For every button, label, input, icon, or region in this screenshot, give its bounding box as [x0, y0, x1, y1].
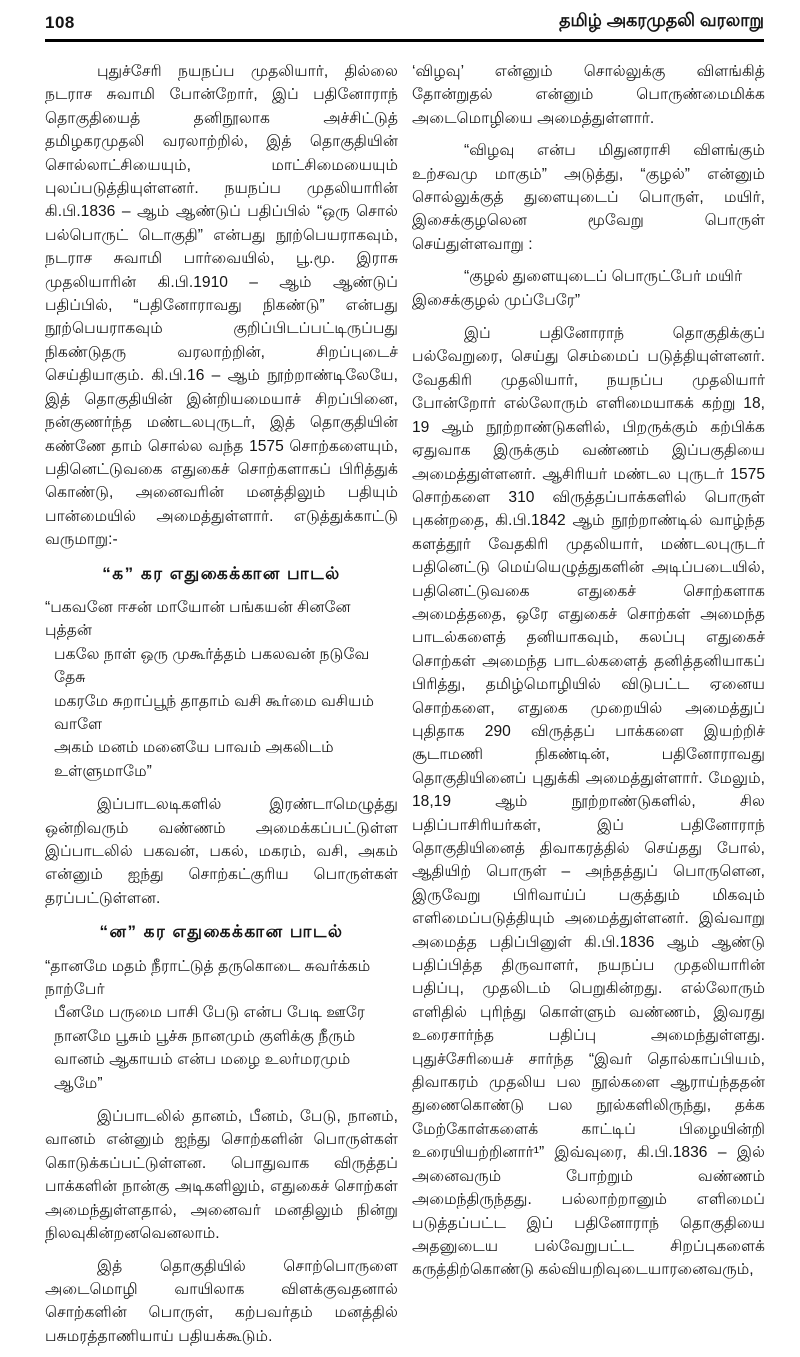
quoted-couplet	[412, 265, 765, 312]
verse-line: “பகவனே ஈசன் மாயோன் பங்கயன் சினனே புத்தன்	[45, 598, 351, 640]
verse-line: பகலே நாள் ஒரு முகூர்த்தம் பகலவன் நடுவே தேசு	[54, 645, 370, 687]
verse-line: இசைக்குழல் முப்பேரே”	[412, 291, 581, 309]
verse-line: மகரமே சுறாப்பூந் தாதாம் வசி கூர்மை வசியம் வாளே	[54, 692, 375, 733]
verse-line: நானமே பூசும் பூச்சு நானமும் குளிக்கு நீரும்	[54, 1027, 356, 1045]
verse-stanza	[45, 955, 398, 1095]
right-column	[412, 60, 765, 1357]
paragraph: புதுச்சேரி நயநப்ப முதலியார், தில்லை நடராச சுவாமி போன்றோர், இப் பதினோராந் தொகுதியைத் தனிநூலாக அச்சிட்டுத் தமிழகரமுதலி வரலாற்றில், இத் தொகுதியின் சொல்லாட்சியையும், மாட்சிமையையும் புலப்படுத்தியுள்ளனர். நயநப்ப முதலியாரின் கி.பி.1836 – ஆம் ஆண்டுப் பதிப்பில் “ஒரு சொல் பல்பொருட் டொகுதி” என்பது நூற்பெயராகவும், நடராச சுவாமி பார்வையில், பூ.மூ. இராசு முதலியாரின் கி.பி.1910 – ஆம் ஆண்டுப் பதிப்பில், “பதினோராவது நிகண்டு” என்பது நூற்பெயராகவும் குறிப்பிடப்பட்டிருப்பது நிகண்டுதரு வரலாற்றின், சிறப்புடைச் செய்தியாகும். கி.பி.16 – ஆம் நூற்றாண்டிலேயே, இத் தொகுதியின் இன்றியமையாச் சிறப்பினை, நன்குணர்ந்த மண்டலபுருடர், இத் தொகுதியின் கண்ணே தாம் சொல்ல வந்த 1575 சொற்களையும், பதினெட்டுவகை எதுகைச் சொற்களாகப் பிரித்துக் கொண்டு, அனைவரின் மனத்திலும் பதியும் பான்மையில் அமைத்துள்ளார். எடுத்துக்காட்டு வருமாறு:-	[45, 63, 398, 549]
paragraph: இப் பதினோராந் தொகுதிக்குப் பல்வேறுரை, செய்து செம்மைப் படுத்தியுள்ளனர். வேதகிரி முதலியார், நயநப்ப முதலியார் போன்றோர் எல்லோரும் எளிமையாகக் கற்று 18, 19 ஆம் நூற்றாண்டுகளில், பிறருக்கும் கற்பிக்க ஏதுவாக இருக்கும் வண்ணம் இப்பகுதியை அமைத்துள்ளனர். ஆசிரியர் மண்டல புருடர் 1575 சொற்களை 310 விருத்தப்பாக்களில் பொருள் புகன்றதை, கி.பி.1842 ஆம் நூற்றாண்டில் வாழ்ந்த களத்தூர் வேதகிரி முதலியார், மண்டலபுருடர் பதினெட்டு மெய்யெழுத்துகளின் அடிப்படையில், பதினெட்டுவகை எதுகைச் சொற்களாக அமைத்ததை, ஒரே எதுகைச் சொற்கள் அமைந்த பாடல்களைத் தனியாகவும், கலப்பு எதுகைச் சொற்கள் அமைந்த பாடல்களைத் தனித்தனியாகப் பிரித்து, தமிழ்மொழியில் விடுபட்ட ஏனைய சொற்களை, எதுகை முறையில் அமைத்துப் புதிதாக 290 விருத்தப் பாக்களை இயற்றிச் சூடாமணி நிகண்டின், பதினோராவது தொகுதியினைப் புதுக்கி அமைத்துள்ளார். மேலும், 18,19 ஆம் நூற்றாண்டுகளில், சில பதிப்பாசிரியர்கள், இப் பதினோராந் தொகுதியினைத் திவாகரத்தில் செய்தது போல், ஆதியிற் பொருள் – அந்தத்துப் பொருளென, இருவேறு பிரிவாய்ப் பகுத்தும் மிகவும் எளிமைப்படுத்தியும் அமைத்துள்ளனர். இவ்வாறு அமைத்த பதிப்பினுள் கி.பி.1836 ஆம் ஆண்டு பதிப்பித்த திருவாளர், நயநப்ப முதலியாரின் பதிப்பு, முதலிடம் பெறுகின்றது. எல்லோரும் எளிதில் புரிந்து கொள்ளும் வண்ணம், இவரது உரைசார்ந்த பதிப்பு அமைந்துள்ளது. புதுச்சேரியைச் சார்ந்த “இவர் தொல்காப்பியம், திவாகரம் முதலிய பல நூல்களை ஆராய்ந்ததன் துணைகொண்டு பல நூல்களிலிருந்து, தக்க மேற்கோள்களைக் காட்டிப் பிழையின்றி உரையியற்றினார்¹” இவ்வுரை, கி.பி.1836 – இல் அனைவரும் போற்றும் வண்ணம் அமைந்திருந்தது. பல்லாற்றானும் எளிமைப் படுத்தப்பட்ட இப் பதினோராந் தொகுதியை அதனுடைய பல்வேறுபட்ட சிறப்புகளைக் கருத்திற்கொண்டு கல்வியறிவுடையாரனைவரும்,	[412, 325, 765, 1279]
page-header	[45, 10, 764, 33]
paragraph: இப்பாடலில் தானம், பீனம், பேடு, நானம், வானம் என்னும் ஐந்து சொற்களின் பொருள்கள் கொடுக்கப்பட்டுள்ளன. பொதுவாக விருத்தப் பாக்களின் நான்கு அடிகளிலும், எதுகைச் சொற்கள் அமைந்துள்ளதால், அனைவர் மனதிலும் நின்று நிலவுகின்றனவெனலாம்.	[45, 1108, 398, 1243]
columns	[45, 42, 764, 1357]
verse-line: அகம் மனம் மனையே பாவம் அகலிடம் உள்ளுமாமே”	[54, 739, 334, 780]
paragraph: ‘விழவு’ என்னும் சொல்லுக்கு விளங்கித் தோன்றுதல் என்னும் பொருண்மைமிக்க அடைமொழியை அமைத்துள்ளார்.	[412, 63, 765, 127]
left-column	[45, 60, 398, 1357]
paragraph: இப்பாடலடிகளில் இரண்டாமெழுத்து ஒன்றிவரும் வண்ணம் அமைக்கப்பட்டுள்ள இப்பாடலில் பகவன், பகல், மகரம், வசி, அகம் என்னும் ஐந்து சொற்கட்குரிய பொருள்கள் தரப்பட்டுள்ளன.	[45, 796, 398, 907]
verse-line: பீனமே பருமை பாசி பேடு என்ப பேடி ஊரே	[54, 1004, 365, 1022]
page-number: 108	[45, 13, 75, 32]
verse-stanza	[45, 596, 398, 783]
verse-line: வானம் ஆகாயம் என்ப மழை உலர்மரமும் ஆமே”	[54, 1051, 351, 1092]
verse-line: “தானமே மதம் நீராட்டுத் தருகொடை சுவர்க்கம் நாற்பேர்	[45, 957, 371, 999]
header-title: தமிழ் அகரமுதலி வரலாறு	[559, 10, 764, 30]
paragraph: இத் தொகுதியில் சொற்பொருளை அடைமொழி வாயிலாக விளக்குவதனால் சொற்களின் பொருள், கற்பவர்தம் மனத்தில் பசுமரத்தாணியாய் பதியக்கூடும்.	[45, 1257, 398, 1345]
verse-line: “குழல் துளையுடைப் பொருட்பேர் மயிர்	[464, 268, 743, 286]
section-heading: “ன” கர எதுகைக்கான பாடல்	[99, 922, 344, 942]
paragraph: “விழவு என்ப மிதுனராசி விளங்கும் உற்சவமு மாகும்” அடுத்து, “குழல்” என்னும் சொல்லுக்குத் துளையுடைப் பொருள், மயிர், இசைக்குழலென மூவேறு பொருள் செய்துள்ளவாறு :	[412, 142, 765, 253]
section-heading: “க” கர எதுகைக்கான பாடல்	[102, 563, 341, 583]
